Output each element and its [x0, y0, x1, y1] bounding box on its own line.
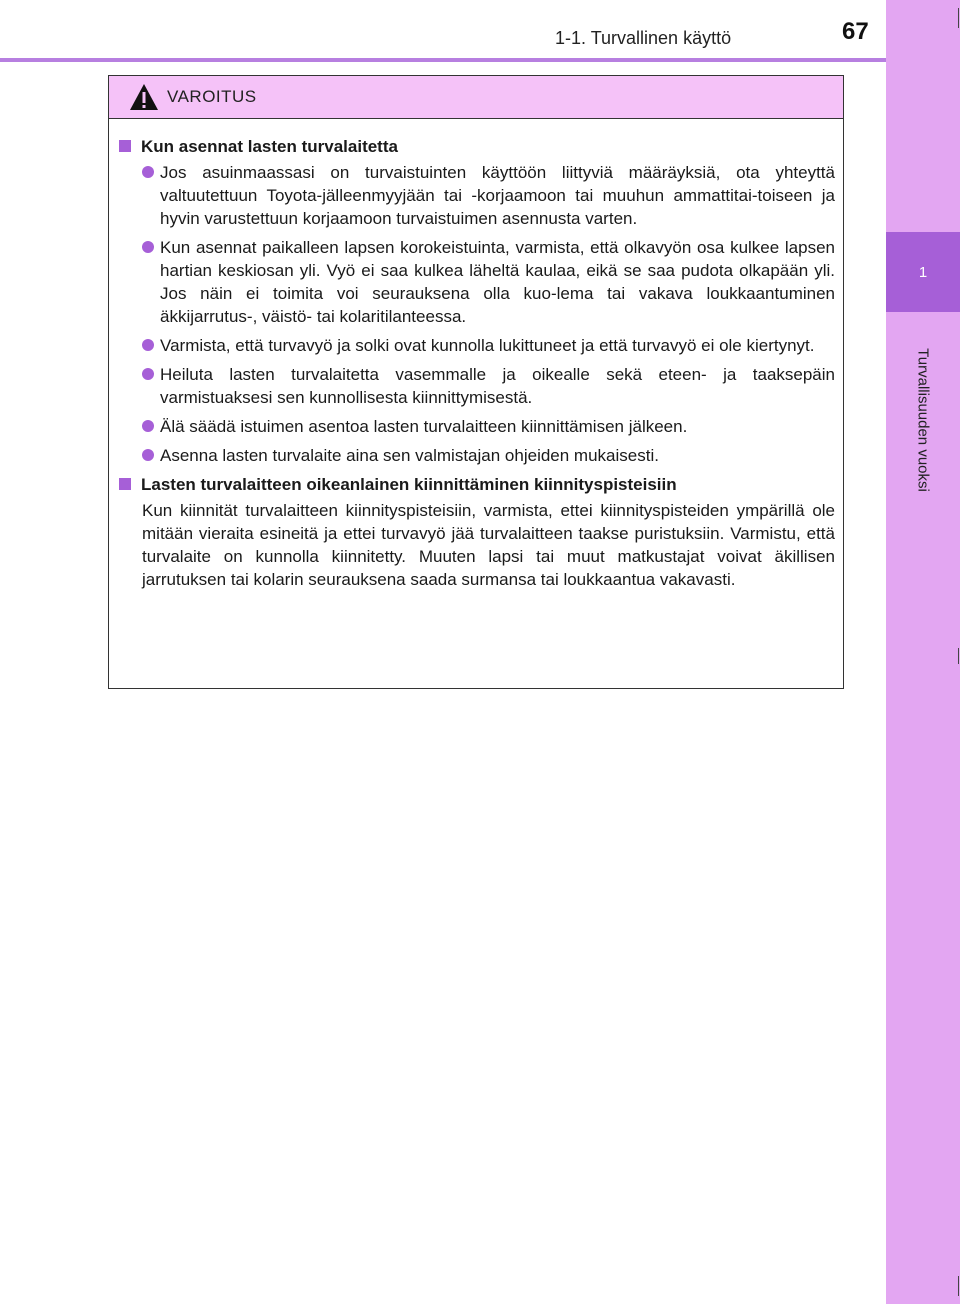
list-item [142, 161, 835, 230]
section-title-text: Kun asennat lasten turvalaitetta [141, 137, 398, 156]
circle-bullet-icon [142, 368, 154, 380]
list-item [142, 444, 835, 467]
circle-bullet-icon [142, 339, 154, 351]
warning-content [109, 119, 843, 591]
section-title-text: Lasten turvalaitteen oikeanlainen kiinnittäminen kiinnityspisteisiin [141, 475, 677, 494]
warning-label: VAROITUS [167, 87, 257, 106]
header-rule [0, 58, 886, 62]
section-title [119, 135, 835, 158]
sidebar [886, 0, 960, 1304]
list-item [142, 236, 835, 328]
crop-mark [958, 648, 959, 664]
list-item-text: Kun asennat paikalleen lapsen korokeistuinta, varmista, että olkavyön osa kulkee lapsen hartian keskiosan yli. Vyö ei saa kulkea läheltä kaulaa, eikä se saa pudota olkapään yli. Jos näin ei toimita voi seurauksena olla kuo-lema tai vakava loukkaantuminen äkkijarrutus-, väistö- tai kolaritilanteessa. [160, 238, 835, 326]
circle-bullet-icon [142, 166, 154, 178]
circle-bullet-icon [142, 241, 154, 253]
warning-header [109, 76, 843, 119]
section-title [119, 473, 835, 496]
section-header: 1-1. Turvallinen käyttö [555, 28, 732, 48]
list-item-text: Asenna lasten turvalaite aina sen valmistajan ohjeiden mukaisesti. [160, 446, 659, 465]
list-item-text: Älä säädä istuimen asentoa lasten turvalaitteen kiinnittämisen jälkeen. [160, 417, 688, 436]
list-item-text: Jos asuinmaassasi on turvaistuinten käyttöön liittyviä määräyksiä, ota yhteyttä valtuutettuun Toyota-jälleenmyyjään tai -korjaamoon tai muuhun ammattitai-toiseen ja hyvin varustettuun korjaamoon turvaistuimen asennusta varten. [160, 163, 835, 228]
page-number: 67 [842, 18, 869, 45]
list-item-text: Varmista, että turvavyö ja solki ovat kunnolla lukittuneet ja että turvavyö ei ole kiertynyt. [160, 336, 815, 355]
list-item-text: Heiluta lasten turvalaitetta vasemmalle ja oikealle sekä eteen- ja taaksepäin varmistuaksesi sen kunnollisesta kiinnittymisestä. [160, 365, 835, 407]
section-paragraph: Kun kiinnität turvalaitteen kiinnityspisteisiin, varmista, ettei kiinnityspisteiden ympärillä ole mitään vieraita esineitä ja ettei turvavyö jää turvalaitteen taakse puristuksiin. Varmistu, että turvalaite on kunnolla kiinnitetty. Muuten lapsi tai muut matkustajat voivat äkillisen jarrutuksen tai kolarin seurauksena saada surmansa tai loukkaantua vakavasti. [142, 501, 835, 589]
chapter-tab [886, 232, 960, 312]
chapter-title: Turvallisuuden vuoksi [914, 348, 932, 492]
square-bullet-icon [119, 478, 131, 490]
list-item [142, 415, 835, 438]
warning-triangle-icon [129, 83, 159, 111]
list-item [142, 334, 835, 357]
crop-mark [958, 1276, 959, 1296]
chapter-number: 1 [918, 263, 928, 281]
circle-bullet-icon [142, 449, 154, 461]
circle-bullet-icon [142, 420, 154, 432]
list-item [142, 363, 835, 409]
crop-mark [958, 8, 959, 28]
warning-box [108, 75, 844, 689]
square-bullet-icon [119, 140, 131, 152]
